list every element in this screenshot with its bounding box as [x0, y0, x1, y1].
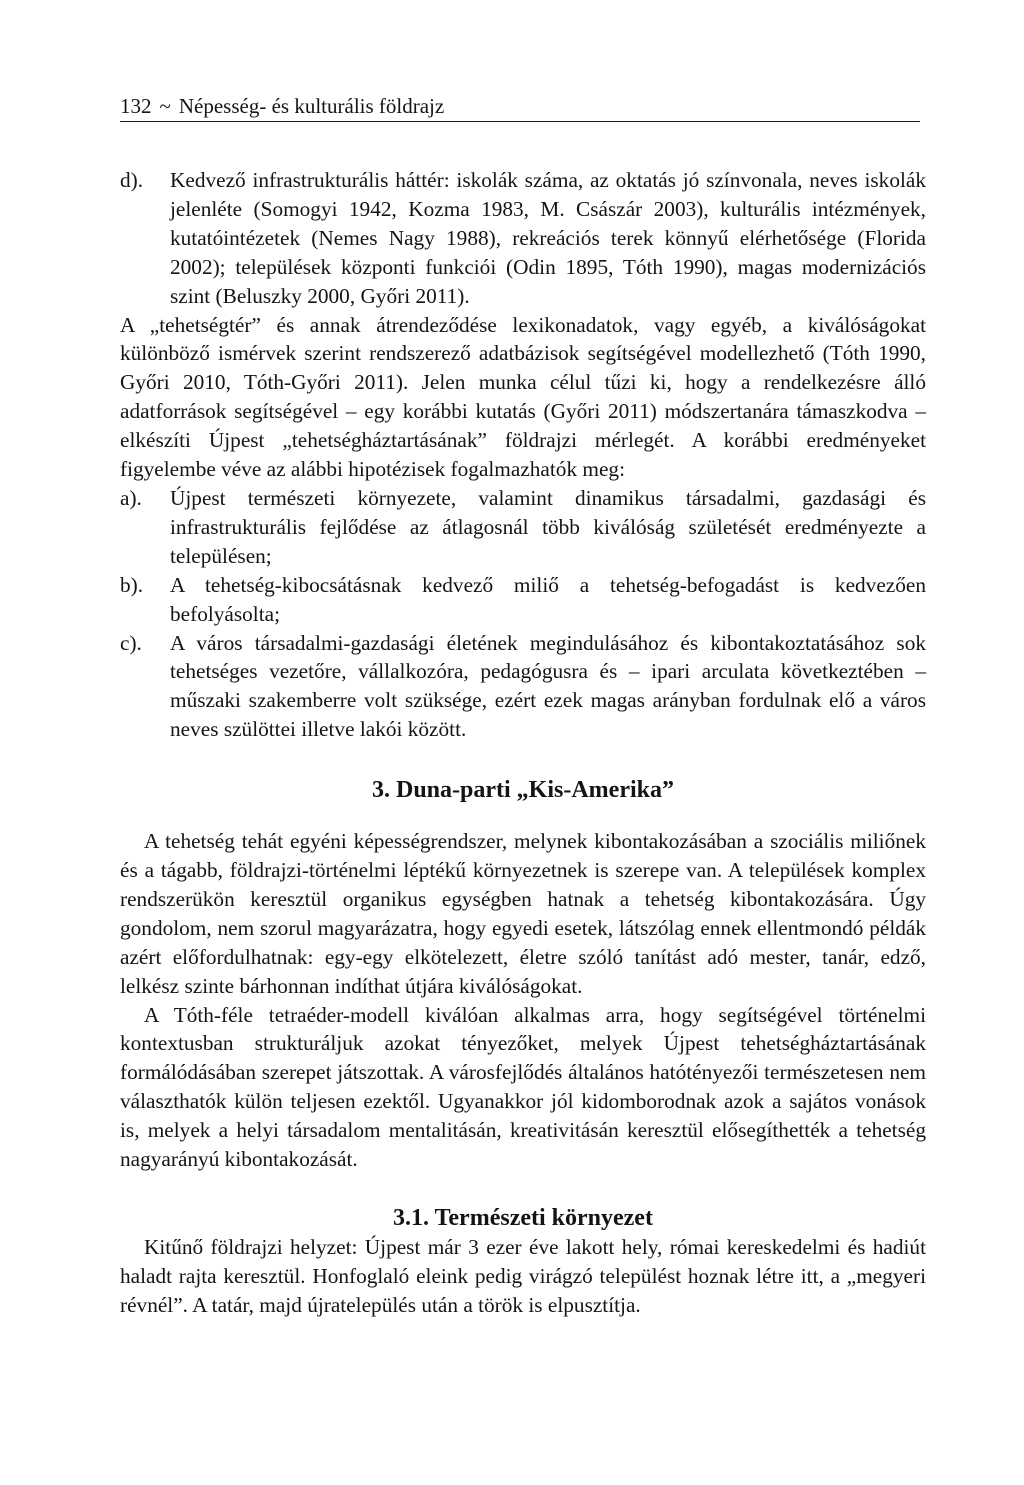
page-body	[120, 166, 926, 1320]
hypothesis-c	[120, 629, 926, 745]
header-separator: ~	[159, 94, 171, 118]
list-item-text: Újpest természeti környezete, valamint dinamikus társadalmi, gazdasági és infrastrukturális fejlődése az átlagosnál több kiválóság születését eredményezte a településen;	[170, 485, 926, 568]
list-marker: b).	[120, 572, 144, 597]
hypothesis-a	[120, 484, 926, 571]
section-heading-3-1: 3.1. Természeti környezet	[393, 1205, 653, 1231]
list-item-text: A város társadalmi-gazdasági életének megindulásához és kibontakoztatásához sok tehetséges vezetőre, vállalkozóra, pedagógusra és – ipari arculata következtében – műszaki szakemberre volt szüksége, ezért ezek magas arányban fordulnak elő a város neves szülöttei illetve lakói között.	[170, 630, 926, 742]
header-rule	[120, 121, 920, 122]
paragraph-section-3-1-body: Kitűnő földrajzi helyzet: Újpest már 3 ezer éve lakott hely, római kereskedelmi és hadiút haladt rajta keresztül. Honfoglaló eleink pedig virágzó települést hoznak létre itt, a „megyeri révnél”. A tatár, majd újratelepülés után a török is elpusztítja.	[120, 1235, 926, 1317]
list-item-d	[120, 166, 926, 311]
page-number: 132	[120, 94, 152, 118]
section-heading-3: 3. Duna-parti „Kis-Amerika”	[372, 777, 674, 804]
list-item-text: A tehetség-kibocsátásnak kedvező miliő a tehetség-befogadást is kedvezően befolyásolta;	[170, 572, 926, 626]
running-header	[120, 94, 920, 118]
list-item-text: Kedvező infrastrukturális háttér: iskolák száma, az oktatás jó színvonala, neves iskolák jelenléte (Somogyi 1942, Kozma 1983, M. Császár 2003), kulturális intézmények, kutatóintézetek (Nemes Nagy 1988), rekreációs terek könnyű elérhetősége (Florida 2002); települések központi funkciói (Odin 1895, Tóth 1990), magas modernizációs szint (Beluszky 2000, Győri 2011).	[170, 168, 926, 308]
paragraph-section-3-2: A Tóth-féle tetraéder-modell kiválóan alkalmas arra, hogy segítségével történelmi kontextusban strukturáljuk azokat tényezőket, melyek Újpest tehetségháztartásának formálódásában szerepet játszottak. A városfejlődés általános hatótényezői természetesen nem választhatók külön teljesen ezektől. Ugyanakkor jól kidomborodnak azok a sajátos vonások is, melyek a helyi társadalom mentalitásán, kreativitásán keresztül elősegíthették a tehetség nagyarányú kibontakozását.	[120, 1002, 926, 1172]
paragraph-section-3-1: A tehetség tehát egyéni képességrendszer, melynek kibontakozásában a szociális miliőnek és a tágabb, földrajzi-történelmi léptékű környezetnek is szerepe van. A települések komplex rendszerükön keresztül organikus egységben hatnak a tehetség kibontakozására. Úgy gondolom, nem szorul magyarázatra, hogy egyedi esetek, látszólag ennek ellentmondó példák azért előfordulhatnak: egy-egy elkötelezett, életre szóló tanítást adó mester, tanár, edző, lelkész szinte bárhonnan indíthat útjára kiválóságokat.	[120, 829, 926, 998]
paragraph-tehetsegter: A „tehetségtér” és annak átrendeződése lexikonadatok, vagy egyéb, a kiválóságokat különböző ismérvek szerint rendszerező adatbázisok segítségével modellezhető (Tóth 1990, Győri 2010, Tóth-Győri 2011). Jelen munka célul tűzi ki, hogy a rendelkezésre álló adatforrások segítségével – egy korábbi kutatás (Győri 2011) módszertanára támaszkodva – elkészíti Újpest „tehetségháztartásának” földrajzi mérlegét. A korábbi eredményeket figyelembe véve az alábbi hipotézisek fogalmazhatók meg:	[120, 312, 926, 482]
book-title: Népesség- és kulturális földrajz	[178, 94, 445, 118]
list-marker: c).	[120, 630, 142, 655]
list-marker: a).	[120, 485, 142, 510]
hypothesis-b	[120, 571, 926, 629]
list-marker: d).	[120, 168, 144, 192]
